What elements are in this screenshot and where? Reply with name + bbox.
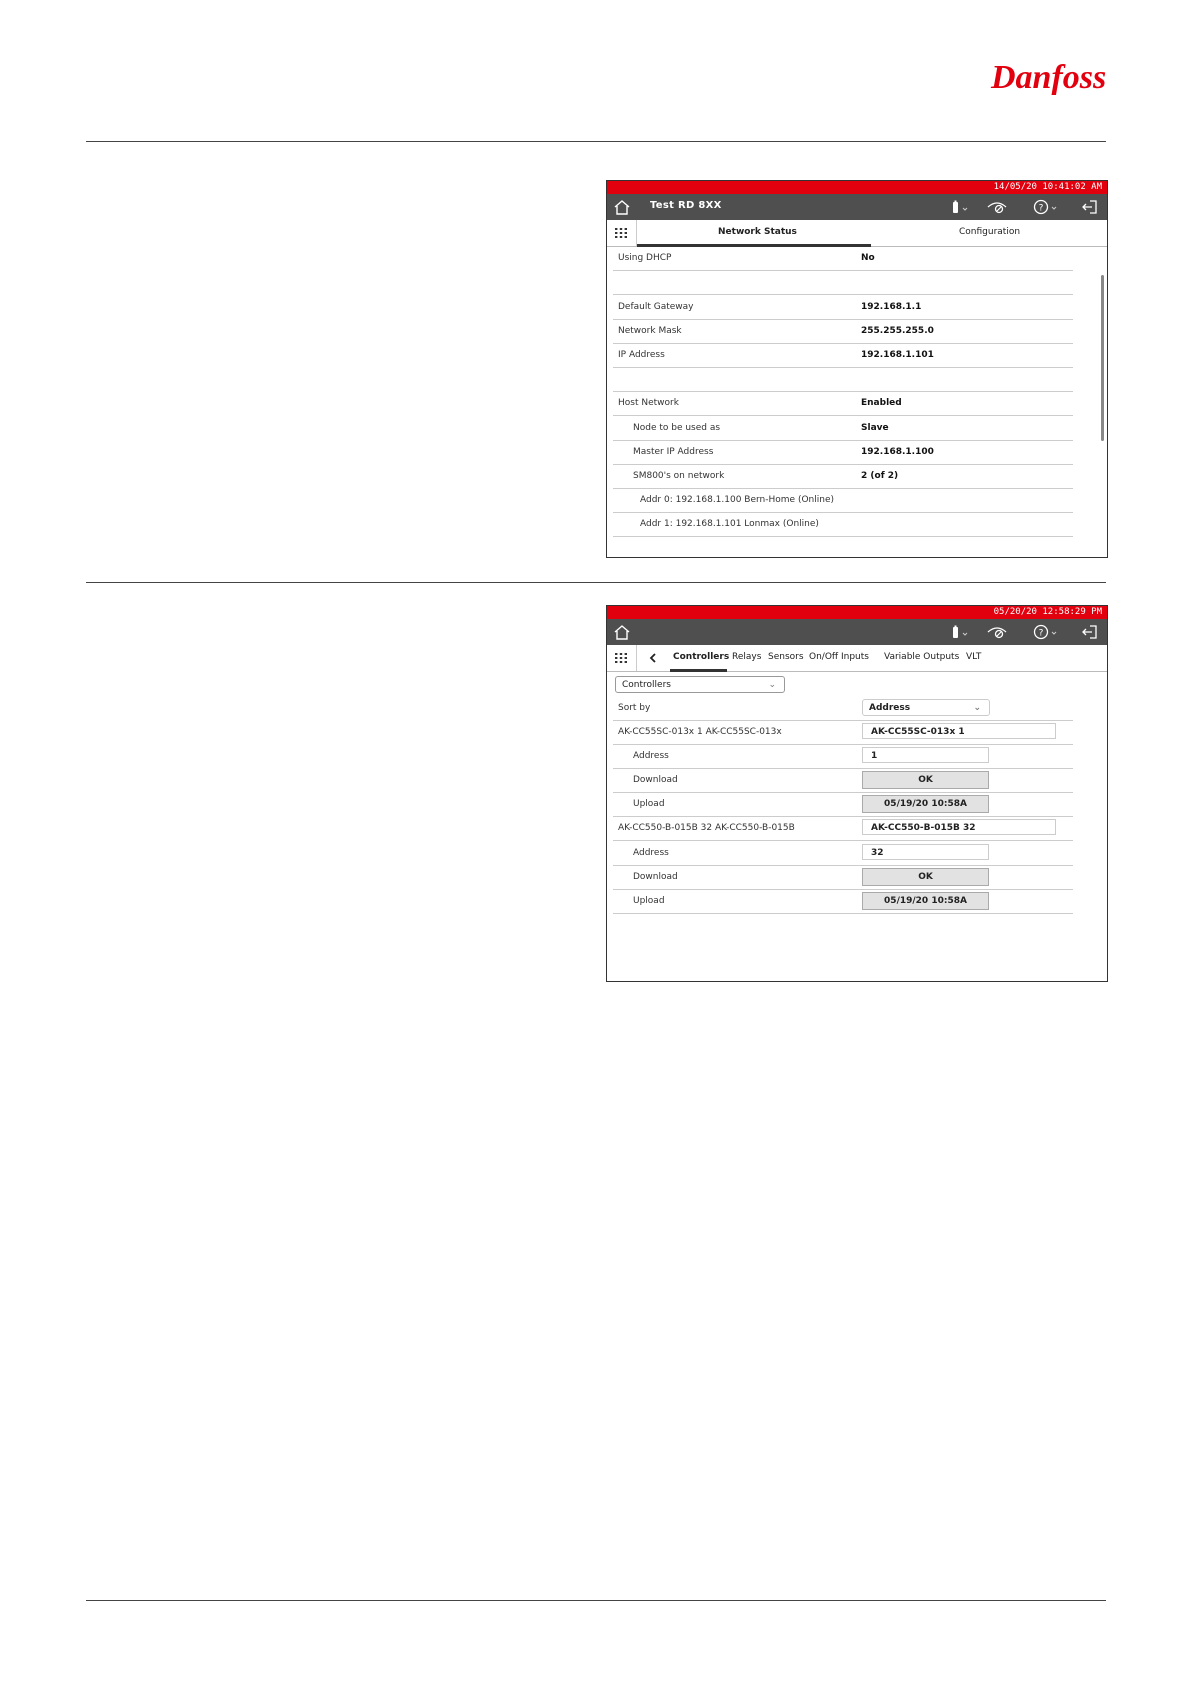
- address-row: [613, 745, 1073, 769]
- list-item: [613, 392, 1073, 416]
- row-label: Addr 1: 192.168.1.101 Lonmax (Online): [640, 519, 819, 529]
- tab-relays[interactable]: Relays: [732, 652, 762, 662]
- controllers-screen: [606, 605, 1108, 982]
- upload-row: [613, 890, 1073, 914]
- controller-name-field[interactable]: AK-CC550-B-015B 32: [862, 819, 1056, 835]
- battery-icon[interactable]: [949, 199, 975, 215]
- tab-configuration[interactable]: Configuration: [959, 227, 1021, 237]
- upload-button[interactable]: 05/19/20 10:58A: [862, 892, 989, 910]
- controller-label: AK-CC55SC-013x 1 AK-CC55SC-013x: [618, 727, 782, 737]
- home-icon[interactable]: [613, 624, 631, 640]
- danfoss-logo: [985, 52, 1107, 102]
- chevron-down-icon: ⌄: [973, 703, 981, 713]
- top-bar: [607, 194, 1107, 220]
- row-label: Addr 0: 192.168.1.100 Bern-Home (Online): [640, 495, 835, 505]
- sort-dropdown-value: Address: [869, 703, 911, 713]
- upload-button[interactable]: 05/19/20 10:58A: [862, 795, 989, 813]
- list-item: [613, 465, 1073, 489]
- row-value: 255.255.255.0: [861, 326, 934, 336]
- row-value: 2 (of 2): [861, 471, 899, 481]
- list-item: [613, 320, 1073, 344]
- status-bar-timestamp: 05/20/20 12:58:29 PM: [607, 606, 1107, 619]
- active-tab-indicator: [670, 669, 727, 672]
- tab-variable-outputs[interactable]: Variable Outputs: [884, 652, 960, 662]
- tab-separator: [636, 645, 637, 671]
- top-bar: [607, 619, 1107, 645]
- tab-network-status[interactable]: Network Status: [718, 227, 797, 237]
- row-label: Network Mask: [618, 326, 682, 336]
- tab-separator: [636, 220, 637, 246]
- controller-name-field[interactable]: AK-CC55SC-013x 1: [862, 723, 1056, 739]
- address-field[interactable]: 32: [862, 844, 989, 860]
- list-item: [613, 296, 1073, 320]
- network-status-screen: [606, 180, 1108, 558]
- visibility-icon[interactable]: [986, 199, 1008, 215]
- svg-text:?: ?: [1038, 628, 1044, 639]
- svg-text:?: ?: [1038, 203, 1044, 214]
- download-button[interactable]: OK: [862, 771, 989, 789]
- tab-on-off-inputs[interactable]: On/Off Inputs: [809, 652, 869, 662]
- row-value: Enabled: [861, 398, 902, 408]
- logout-icon[interactable]: [1081, 624, 1099, 640]
- row-label: Host Network: [618, 398, 679, 408]
- section-rule: [86, 582, 1106, 583]
- row-value: 192.168.1.100: [861, 447, 934, 457]
- footer-rule: [86, 1600, 1106, 1601]
- row-label: Master IP Address: [633, 447, 714, 457]
- list-item: [613, 344, 1073, 368]
- row-label: SM800's on network: [633, 471, 725, 481]
- menu-grid-icon[interactable]: [615, 228, 627, 238]
- tab-vlt[interactable]: VLT: [966, 652, 982, 662]
- tab-controllers[interactable]: Controllers: [673, 652, 730, 662]
- list-item: [613, 441, 1073, 465]
- row-label: Default Gateway: [618, 302, 694, 312]
- upload-label: Upload: [633, 896, 665, 906]
- help-icon[interactable]: [1033, 624, 1063, 640]
- filter-dropdown[interactable]: [615, 676, 785, 693]
- header-rule: [86, 141, 1106, 142]
- sort-label: Sort by: [618, 703, 651, 713]
- help-icon[interactable]: [1033, 199, 1063, 215]
- row-label: Using DHCP: [618, 253, 672, 263]
- upload-row: [613, 793, 1073, 817]
- sort-dropdown[interactable]: [862, 699, 990, 716]
- row-value: 192.168.1.101: [861, 350, 934, 360]
- svg-text:Danfoss: Danfoss: [991, 59, 1107, 96]
- list-item: [613, 271, 1073, 295]
- row-label: IP Address: [618, 350, 665, 360]
- download-label: Download: [633, 775, 678, 785]
- list-item: [613, 489, 1073, 513]
- address-row: [613, 842, 1073, 866]
- address-label: Address: [633, 751, 669, 761]
- scrollbar[interactable]: [1101, 275, 1104, 441]
- controller-row: [613, 817, 1073, 841]
- upload-label: Upload: [633, 799, 665, 809]
- list-item: [613, 368, 1073, 392]
- list-item: [613, 513, 1073, 537]
- controller-label: AK-CC550-B-015B 32 AK-CC550-B-015B: [618, 823, 795, 833]
- download-button[interactable]: OK: [862, 868, 989, 886]
- filter-dropdown-value: Controllers: [622, 680, 671, 690]
- visibility-icon[interactable]: [986, 624, 1008, 640]
- screen-title: Test RD 8XX: [650, 200, 722, 211]
- status-bar-timestamp: 14/05/20 10:41:02 AM: [607, 181, 1107, 194]
- chevron-down-icon: ⌄: [768, 680, 776, 690]
- row-value: 192.168.1.1: [861, 302, 922, 312]
- logout-icon[interactable]: [1081, 199, 1099, 215]
- controller-row: [613, 721, 1073, 745]
- address-field[interactable]: 1: [862, 747, 989, 763]
- row-value: Slave: [861, 423, 889, 433]
- row-label: Node to be used as: [633, 423, 721, 433]
- menu-grid-icon[interactable]: [615, 653, 627, 663]
- home-icon[interactable]: [613, 199, 631, 215]
- sort-row: [613, 697, 1073, 721]
- row-value: No: [861, 253, 875, 263]
- tab-bar: [607, 220, 1107, 247]
- list-item: [613, 247, 1073, 271]
- download-row: [613, 866, 1073, 890]
- tab-bar: [607, 645, 1107, 672]
- back-chevron-icon[interactable]: [649, 653, 657, 663]
- address-label: Address: [633, 848, 669, 858]
- tab-sensors[interactable]: Sensors: [768, 652, 804, 662]
- controllers-list: [607, 697, 1107, 957]
- download-row: [613, 769, 1073, 793]
- list-item: [613, 417, 1073, 441]
- download-label: Download: [633, 872, 678, 882]
- battery-icon[interactable]: [949, 624, 975, 640]
